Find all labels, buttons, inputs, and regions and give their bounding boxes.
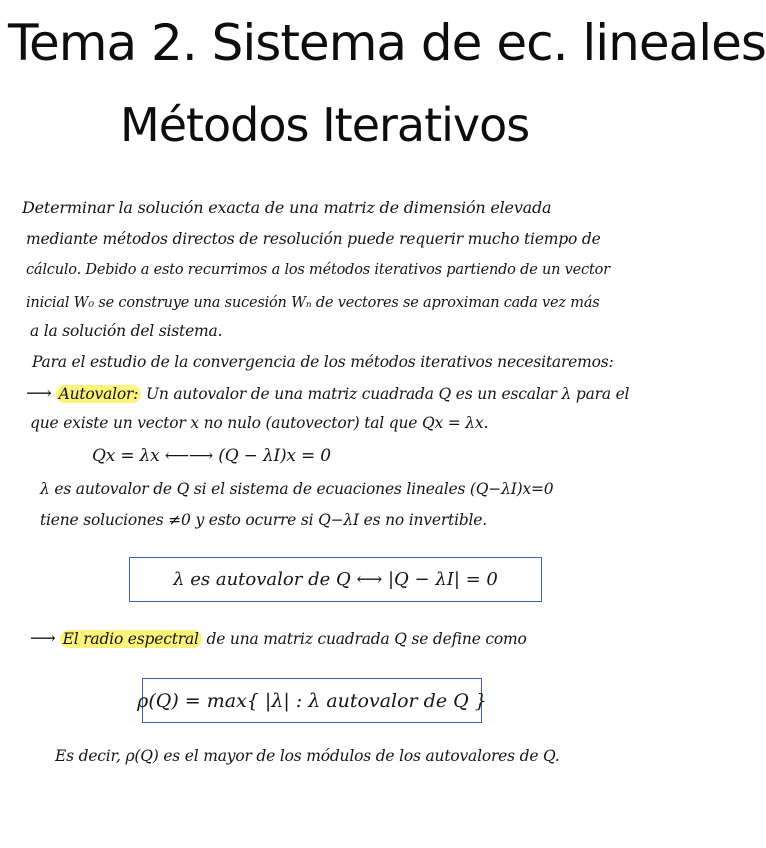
spectral-radius-box: ρ(Q) = max{ |λ| : λ autovalor de Q }: [142, 678, 482, 723]
arrow-right-icon: ⟶: [30, 628, 56, 649]
page-subtitle: Métodos Iterativos: [120, 98, 530, 152]
autovalor-text-3: λ es autovalor de Q si el sistema de ecuaciones lineales (Q−λI)x=0: [40, 480, 554, 498]
radio-espectral-definition: [30, 628, 527, 649]
conclusion-text: Es decir, ρ(Q) es el mayor de los módulos de los autovalores de Q.: [55, 747, 560, 765]
intro-line-2: mediante métodos directos de resolución puede requerir mucho tiempo de: [26, 230, 601, 248]
autovalor-text-1: Un autovalor de una matriz cuadrada Q es un escalar λ para el: [146, 385, 630, 403]
arrow-right-icon: ⟶: [26, 383, 52, 404]
intro-line-4: inicial W₀ se construye una sucesión Wₙ de vectores se aproximan cada vez más: [26, 295, 600, 311]
autovalor-text-4: tiene soluciones ≠0 y esto ocurre si Q−λI es no invertible.: [40, 511, 488, 529]
intro-line-1: Determinar la solución exacta de una matriz de dimensión elevada: [22, 198, 552, 217]
radio-espectral-text: de una matriz cuadrada Q se define como: [206, 630, 527, 648]
autovalor-term-highlight: Autovalor:: [56, 385, 142, 403]
convergence-intro: Para el estudio de la convergencia de los métodos iterativos necesitaremos:: [32, 353, 614, 371]
intro-line-5: a la solución del sistema.: [30, 322, 223, 340]
page-title: Tema 2. Sistema de ec. lineales: [8, 14, 766, 72]
radio-espectral-highlight: El radio espectral: [60, 630, 202, 648]
autovalor-definition: [26, 383, 629, 404]
intro-line-3: cálculo. Debido a esto recurrimos a los métodos iterativos partiendo de un vector: [26, 262, 610, 278]
autovalor-text-2: que existe un vector x no nulo (autovector) tal que Qx = λx.: [30, 414, 489, 432]
autovalor-equivalence: Qx = λx ⟵⟶ (Q − λI)x = 0: [92, 446, 331, 466]
eigenvalue-condition-box: λ es autovalor de Q ⟷ |Q − λI| = 0: [129, 557, 542, 602]
